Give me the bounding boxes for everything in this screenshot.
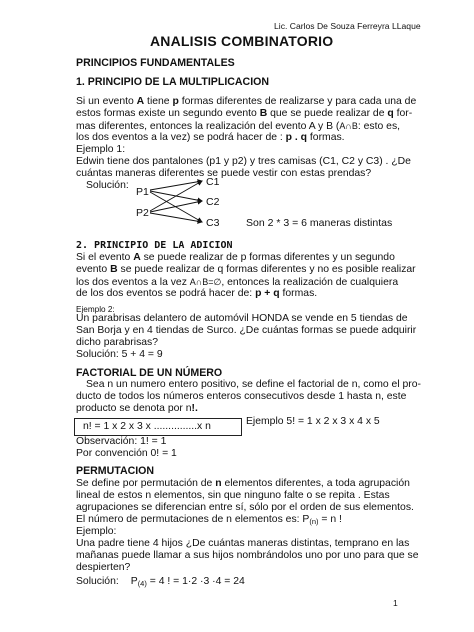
diagram-node-c2: C2 xyxy=(206,196,220,208)
author-line: Lic. Carlos De Souza Ferreyra LLaque xyxy=(274,21,421,31)
paragraph-line: Si el evento A se puede realizar de p formas diferentes y un segundo xyxy=(76,252,395,263)
example-text: Edwin tiene dos pantalones (p1 y p2) y tres camisas (C1, C2 y C3) . ¿De xyxy=(76,156,411,167)
page-number: 1 xyxy=(393,598,398,608)
paragraph-line: Sea n un numero entero positivo, se define el factorial de n, como el pro- xyxy=(86,379,422,390)
section-heading-adicion: 2. PRINCIPIO DE LA ADICION xyxy=(76,240,233,251)
example-text: San Borja y en 4 tiendas de Surco. ¿De cuántas formas se puede adquirir xyxy=(76,325,417,336)
diagram-node-p1: P1 xyxy=(136,186,149,198)
example-text: Una padre tiene 4 hijos ¿De cuántas maneras distintas, temprano en las xyxy=(76,538,410,549)
diagram-node-c3: C3 xyxy=(206,217,220,229)
paragraph-line: los dos eventos a la vez A∩B=∅, entonces la realización de cualquiera xyxy=(76,277,399,288)
paragraph-line: estos formas existe un segundo evento B que se puede realizar de q for- xyxy=(76,108,413,119)
diagram-node-c1: C1 xyxy=(206,176,220,188)
paragraph-line: lineal de estos n elementos, sin que ninguno falte o se repita . Estas xyxy=(76,490,390,501)
solution-line: Solución: P(4) = 4 ! = 1·2 ·3 ·4 = 24 xyxy=(76,576,245,588)
factorial-formula-box xyxy=(74,418,242,436)
solution-label: Solución: xyxy=(86,180,129,191)
example-label: Ejemplo 1: xyxy=(76,144,126,155)
section-heading-factorial: FACTORIAL DE UN NÚMERO xyxy=(76,367,223,379)
paragraph-line: mas diferentes, entonces la realización del evento A y B (A∩B: esto es, xyxy=(76,121,401,132)
paragraph-line: Se define por permutación de n elementos diferentes, a toda agrupación xyxy=(76,478,410,489)
paragraph-line: evento B se puede realizar de q formas diferentes y no es posible realizar xyxy=(76,264,416,275)
example-text: cuántas maneras diferentes se puede vestir con estas prendas? xyxy=(76,168,372,179)
convention-text: Por convención 0! = 1 xyxy=(76,448,177,459)
tree-diagram xyxy=(130,170,430,232)
example-label: Ejemplo: xyxy=(76,526,117,537)
diagram-result: Son 2 * 3 = 6 maneras distintas xyxy=(246,217,393,229)
paragraph-line: los dos eventos a la vez) se podrá hacer de : p . q formas. xyxy=(76,132,345,143)
solution-text: Solución: 5 + 4 = 9 xyxy=(76,349,163,360)
observation-text: Observación: 1! = 1 xyxy=(76,436,167,447)
factorial-formula: n! = 1 x 2 x 3 x ...............x n xyxy=(83,421,211,432)
factorial-example: Ejemplo 5! = 1 x 2 x 3 x 4 x 5 xyxy=(246,416,380,427)
section-heading-multiplicacion: 1. PRINCIPIO DE LA MULTIPLICACION xyxy=(76,76,270,88)
example-text: dicho parabrisas? xyxy=(76,337,159,348)
paragraph-line: Si un evento A tiene p formas diferentes de realizarse y para cada una de xyxy=(76,96,417,107)
paragraph-line: ducto de todos los números enteros consecutivos desde 1 hasta n, este xyxy=(76,391,407,402)
example-text: mañanas puede llamar a sus hijos nombrándolos uno por uno para que se xyxy=(76,550,419,561)
paragraph-line: agrupaciones se diferencian entre sí, sólo por el orden de sus elementos. xyxy=(76,502,414,513)
example-label: Ejemplo 2: xyxy=(76,305,115,314)
paragraph-line: de los dos eventos se podrá hacer de: p + q formas. xyxy=(76,288,318,299)
paragraph-line: producto se denota por n!. xyxy=(76,403,198,414)
paragraph-line: El número de permutaciones de n elementos es: P(n) = n ! xyxy=(76,514,342,526)
section-heading-permutacion: PERMUTACION xyxy=(76,465,155,477)
example-text: Un parabrisas delantero de automóvil HONDA se vende en 5 tiendas de xyxy=(76,313,408,324)
page-title: ANALISIS COMBINATORIO xyxy=(150,33,334,49)
diagram-node-p2: P2 xyxy=(136,207,149,219)
example-text: despierten? xyxy=(76,562,131,573)
section-heading-principios: PRINCIPIOS FUNDAMENTALES xyxy=(76,57,235,69)
